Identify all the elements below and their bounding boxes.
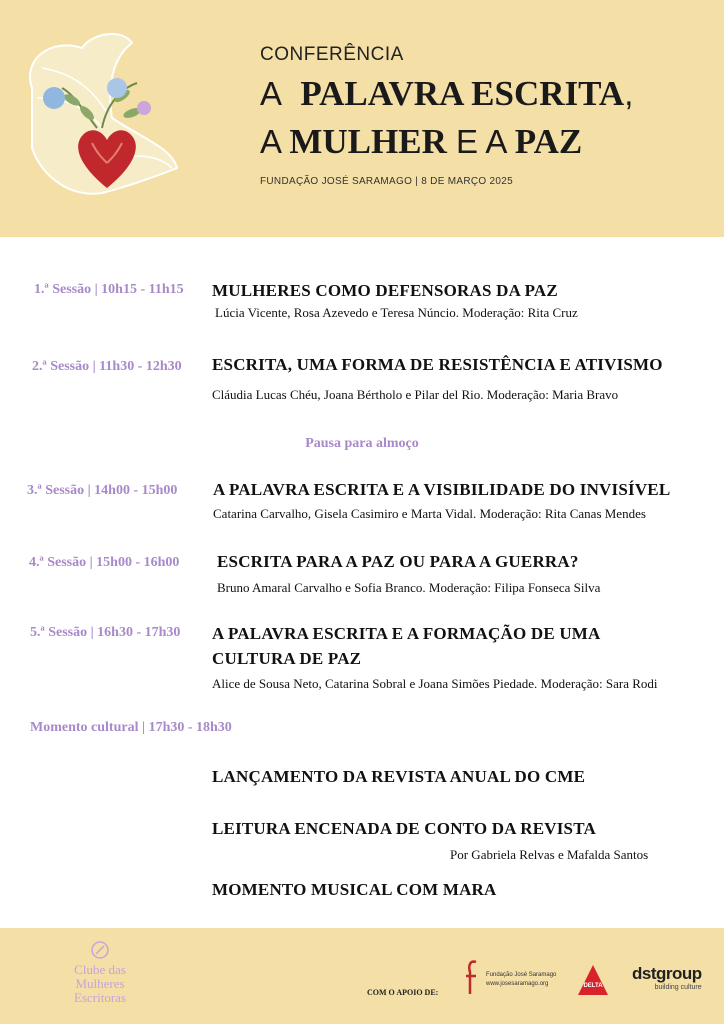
session-2-label: 2.ª Sessão | 11h30 - 12h30 — [32, 359, 182, 374]
fundacao-saramago-logo: Fundação José Saramago www.josesaramago.org — [462, 958, 562, 998]
session-1-title: MULHERES COMO DEFENSORAS DA PAZ — [212, 281, 558, 300]
session-5-title-line-1: A PALAVRA ESCRITA E A FORMAÇÃO DE UMA — [212, 624, 601, 643]
session-5-title-line-2: CULTURA DE PAZ — [212, 649, 362, 668]
session-5-label: 5.ª Sessão | 16h30 - 17h30 — [30, 625, 181, 640]
lunch-break: Pausa para almoço — [305, 436, 419, 451]
cultural-moment-label: Momento cultural | 17h30 - 18h30 — [30, 720, 232, 735]
session-2-people: Cláudia Lucas Chéu, Joana Bértholo e Pilar del Rio. Moderação: Maria Bravo — [212, 387, 619, 402]
delta-triangle-icon — [576, 963, 610, 997]
dstgroup-logo: dstgroup building culture — [632, 964, 702, 991]
title-line-1: A PALAVRA ESCRITA, — [260, 74, 634, 113]
conference-label: CONFERÊNCIA — [260, 44, 404, 65]
cultural-item-reading: LEITURA ENCENADA DE CONTO DA REVISTA — [212, 819, 596, 838]
cultural-item-reading-people: Por Gabriela Relvas e Mafalda Santos — [450, 847, 649, 862]
session-3-title: A PALAVRA ESCRITA E A VISIBILIDADE DO INVISÍVEL — [213, 480, 671, 499]
session-3-label: 3.ª Sessão | 14h00 - 15h00 — [27, 483, 178, 498]
event-subtitle: FUNDAÇÃO JOSÉ SARAMAGO | 8 DE MARÇO 2025 — [260, 176, 513, 187]
cultural-item-music: MOMENTO MUSICAL COM MARA — [212, 880, 497, 899]
support-label: COM O APOIO DE: — [367, 988, 439, 997]
session-4-title: ESCRITA PARA A PAZ OU PARA A GUERRA? — [217, 552, 579, 571]
cultural-item-launch: LANÇAMENTO DA REVISTA ANUAL DO CME — [212, 767, 586, 786]
clube-mulheres-escritoras-logo: Clube das Mulheres Escritoras — [60, 940, 140, 1005]
session-4-label: 4.ª Sessão | 15h00 - 16h00 — [29, 555, 180, 570]
session-5-people: Alice de Sousa Neto, Catarina Sobral e Joana Simões Piedade. Moderação: Sara Rodi — [212, 676, 658, 691]
fjs-f-icon — [462, 958, 482, 998]
dove-heart-illustration — [12, 28, 182, 213]
session-1-label: 1.ª Sessão | 10h15 - 11h15 — [34, 282, 184, 297]
session-1-people: Lúcia Vicente, Rosa Azevedo e Teresa Núncio. Moderação: Rita Cruz — [215, 305, 578, 320]
session-3-people: Catarina Carvalho, Gisela Casimiro e Marta Vidal. Moderação: Rita Canas Mendes — [213, 506, 646, 521]
session-2-title: ESCRITA, UMA FORMA DE RESISTÊNCIA E ATIVISMO — [212, 355, 663, 374]
delta-logo: DELTA — [576, 963, 610, 997]
session-4-people: Bruno Amaral Carvalho e Sofia Branco. Moderação: Filipa Fonseca Silva — [217, 580, 601, 595]
quill-icon — [90, 940, 110, 960]
title-line-2: A MULHER E A PAZ — [260, 122, 583, 161]
